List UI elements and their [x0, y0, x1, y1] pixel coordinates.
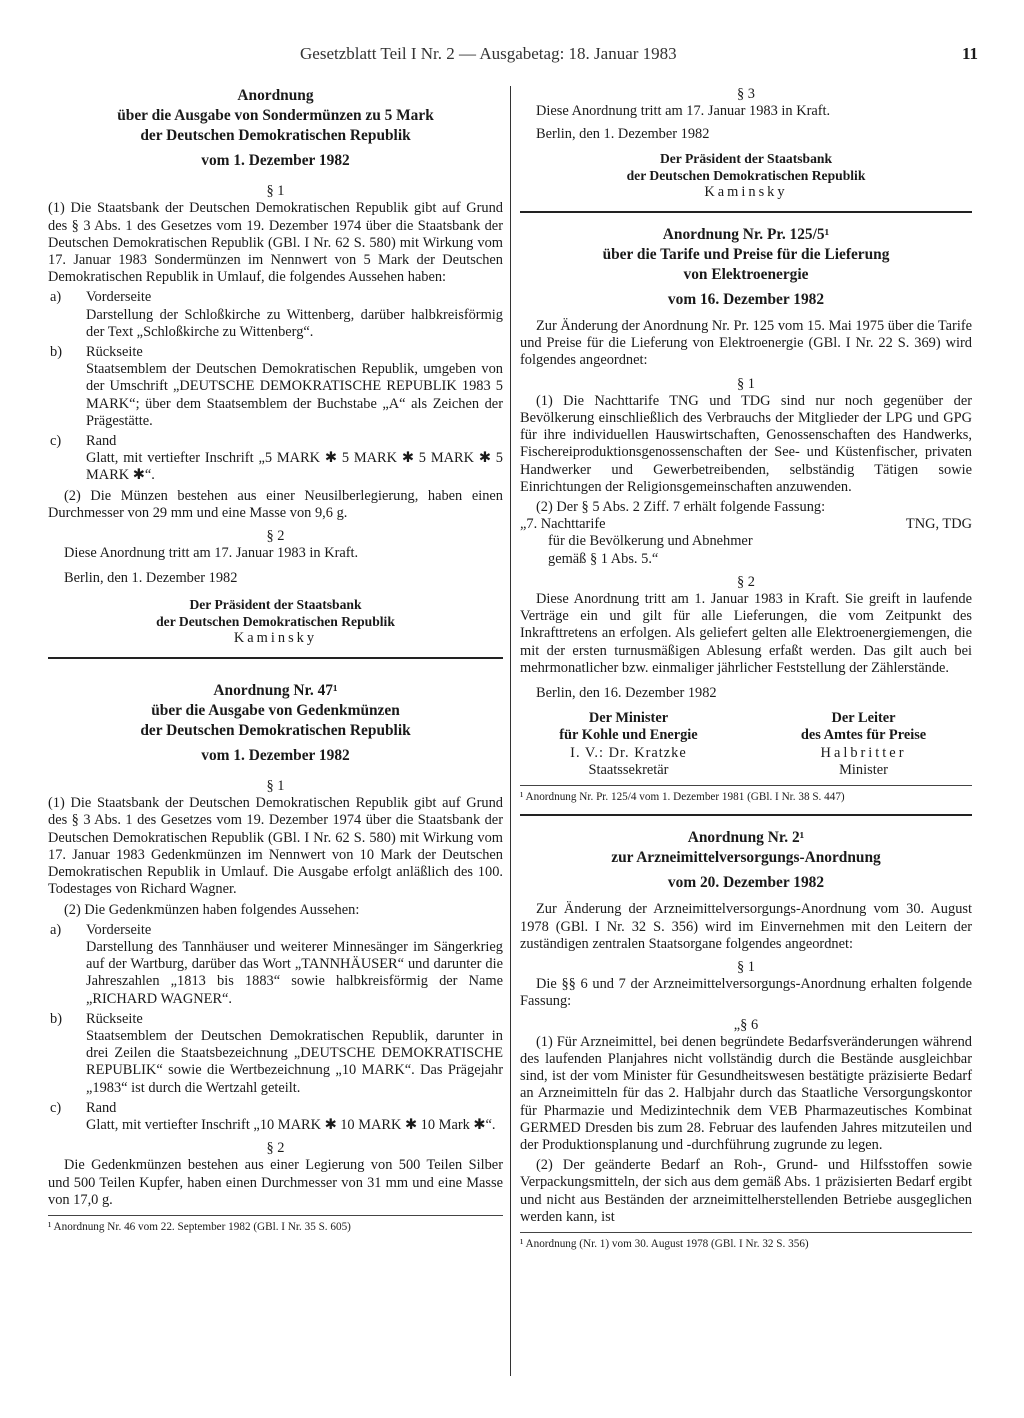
footnote: ¹ Anordnung Nr. Pr. 125/4 vom 1. Dezember 1981 (GBl. I Nr. 38 S. 447): [520, 791, 845, 804]
column-divider: [510, 86, 511, 1376]
title-line: Anordnung Nr. Pr. 125/5¹: [662, 225, 830, 243]
title-line: Anordnung: [237, 87, 314, 104]
item-title: Rand: [86, 1099, 117, 1116]
paragraph: (1) Die Staatsbank der Deutschen Demokratischen Republik gibt auf Grund des § 3 Abs. 1 des Gesetzes vom 19. Dezember 1974 über die Staatsbank der Deutschen Demokratischen Republik (GBl. I Nr. 62 S. 580) mit Wirkung vom 17. Januar 1983 Gedenkmünzen im Nennwert von 10 Mark der Deutschen Demokratischen Republik in Umlauf. Die Ausgabe erfolgt anläßlich des 100. Todestages von Richard Wagner.: [48, 795, 503, 898]
paragraph: Diese Anordnung tritt am 1. Januar 1983 in Kraft. Sie greift in laufende Verträge ein und gilt für alle Lieferungen, die vom Zeitpunkt des Inkrafttretens an erfolgen. Als geliefert gelten alle Elektroenergiemengen, die mit der ersten turnusmäßigen Ablesung erfaßt werden. Das gilt auch bei mehrmonatlicher bzw. einmaliger jährlicher Feststellung der Zählerstände.: [520, 591, 972, 676]
tariff-label: „7. Nachttarife: [520, 516, 606, 533]
signature-line: des Amtes für Preise: [800, 727, 927, 744]
signature-name: Kaminsky: [233, 629, 318, 646]
item-label: c): [50, 1099, 62, 1116]
section-heading: § 1: [737, 375, 755, 392]
ordinance-commemorative-coins: [48, 681, 503, 1234]
list-item: [48, 922, 503, 1008]
paragraph: Zur Änderung der Anordnung Nr. Pr. 125 vom 15. Mai 1975 über die Tarife und Preise für die Lieferung von Elektroenergie (GBl. I Nr. 22 S. 369) wird folgendes angeordnet:: [520, 318, 972, 369]
section-heading: § 1: [266, 183, 285, 200]
title-line: der Deutschen Demokratischen Republik: [140, 721, 411, 739]
signature-block: [48, 596, 503, 630]
item-text: Glatt, mit vertiefter Inschrift „10 MARK ✱ 10 MARK ✱ 10 Mark ✱“.: [86, 1116, 496, 1133]
footnote: ¹ Anordnung Nr. 46 vom 22. September 1982 (GBl. I Nr. 35 S. 605): [48, 1220, 351, 1233]
item-text: Darstellung der Schloßkirche zu Wittenberg, darüber halbkreisförmig der Text „Schloßkirche zu Wittenberg“.: [86, 306, 503, 340]
section-heading: § 1: [266, 778, 285, 795]
item-label: c): [50, 433, 62, 450]
list-item: [48, 1011, 503, 1097]
section-rule: [48, 657, 503, 659]
item-text: Glatt, mit vertiefter Inschrift „5 MARK ✱ 5 MARK ✱ 5 MARK ✱ 5 MARK ✱“.: [86, 450, 503, 484]
title-line: zur Arzneimittelversorgungs-Anordnung: [611, 849, 881, 867]
list-item: [48, 1100, 503, 1134]
footnote-rule: [520, 1232, 972, 1233]
signature-block: [520, 150, 972, 184]
paragraph: Zur Änderung der Arzneimittelversorgungs-Anordnung vom 30. August 1978 (GBl. I Nr. 32 S. 356) wird im Einvernehmen mit den Leitern der zuständigen zentralen Staatsorgane folgendes angeordnet:: [520, 901, 972, 952]
paragraph: (1) Die Nachttarife TNG und TDG sind nur noch gegenüber der Bevölkerung einschließlich des Verbrauchs der Mitglieder der LPG und GPG für ihre individuellen Hauswirtschaften, Genossenschaften des Handwerks, Fischereiproduktionsgenossenschaften der See- und Küstenfischer, privaten Handwerker und Gewerbetreibenden, selbständig Tätigen sowie Einrichtungen der Religionsgemeinschaften anzuwenden.: [520, 392, 972, 495]
item-text: Staatsemblem der Deutschen Demokratischen Republik, umgeben von der Umschrift „DEUTSCHE DEMOKRATISCHE REPUBLIK 1983 5 MARK“; über dem Staatsemblem der Buchstabe „A“ als Zeichen der Prägestätte.: [86, 361, 503, 429]
signature-name: Kaminsky: [704, 183, 788, 200]
paragraph: Die §§ 6 und 7 der Arzneimittelversorgungs-Anordnung erhalten folgende Fassung:: [520, 976, 972, 1010]
list-item: [48, 289, 503, 341]
item-text: Staatsemblem der Deutschen Demokratischen Republik, darunter in drei Zeilen die Staatsbezeichnung „DEUTSCHE DEMOKRATISCHE REPUBLIK“ sowie die Wertbezeichnung „10 MARK“. Das Prägejahr „1983“ ist durch die Wertzahl geteilt.: [86, 1027, 503, 1096]
section-heading: § 2: [737, 573, 755, 590]
ordinance-pharmaceutical-supply: [520, 828, 972, 1251]
item-title: Vorderseite: [86, 921, 152, 938]
signature-line: für Kohle und Energie: [559, 727, 698, 744]
list-item: [48, 433, 503, 485]
title-line: Anordnung Nr. 2¹: [687, 829, 805, 847]
ordinance-electricity-tariffs: [520, 225, 972, 804]
signature-blocks: [520, 710, 972, 779]
paragraph: (2) Die Gedenkmünzen haben folgendes Aussehen:: [64, 901, 360, 918]
signature-role: Minister: [839, 761, 888, 778]
ordinance-title: [520, 828, 972, 868]
section-heading: § 2: [266, 1140, 285, 1157]
section-heading: § 2: [266, 528, 285, 545]
title-line: über die Ausgabe von Sondermünzen zu 5 Mark: [117, 107, 434, 124]
ordinance-date: vom 16. Dezember 1982: [667, 290, 825, 308]
footnote: ¹ Anordnung (Nr. 1) vom 30. August 1978 (GBl. I Nr. 32 S. 356): [520, 1237, 809, 1250]
title-line: der Deutschen Demokratischen Republik: [140, 127, 411, 144]
signature-left: [520, 710, 737, 779]
signature-line: Der Minister: [588, 710, 669, 727]
tariff-sub: für die Bevölkerung und Abnehmer: [548, 533, 753, 550]
ordinance-date: vom 1. Dezember 1982: [201, 152, 350, 169]
right-column: [520, 86, 972, 1251]
list-item: [48, 344, 503, 430]
tariff-sub: gemäß § 1 Abs. 5.“: [548, 550, 659, 567]
footnote-rule: [520, 785, 972, 786]
ordinance-title: [48, 86, 503, 146]
ordinance-title: [520, 225, 972, 285]
section-rule: [520, 211, 972, 213]
signature-name: Halbritter: [820, 744, 907, 761]
paragraph: Diese Anordnung tritt am 17. Januar 1983 in Kraft.: [536, 103, 831, 120]
paragraph: (2) Die Münzen bestehen aus einer Neusilberlegierung, haben einen Durchmesser von 29 mm und eine Masse von 9,6 g.: [48, 487, 503, 521]
section-heading: § 3: [737, 86, 755, 102]
item-title: Rand: [86, 433, 117, 450]
paragraph: Diese Anordnung tritt am 17. Januar 1983 in Kraft.: [64, 545, 359, 562]
page-number: 11: [961, 44, 978, 63]
item-label: b): [50, 1010, 62, 1027]
footnote-rule: [48, 1215, 503, 1216]
paragraph: Die Gedenkmünzen bestehen aus einer Legierung von 500 Teilen Silber und 500 Teilen Kupfer, haben einen Durchmesser von 31 mm und eine Masse von 17,0 g.: [48, 1157, 503, 1208]
signature-name: I. V.: Dr. Kratzke: [570, 744, 687, 761]
page-header: [44, 44, 978, 68]
ordinance-title: [48, 681, 503, 741]
item-text: Darstellung des Tannhäuser und weiterer Minnesänger im Sängerkrieg auf der Wartburg, darüber das Wort „TANNHÄUSER“ und darunter die Jahreszahlen „1813 bis 1883“ sowie halbkreisförmig der Name „RICHARD WAGNER“.: [86, 938, 503, 1007]
signature-line: der Deutschen Demokratischen Republik: [156, 613, 395, 629]
section-heading: „§ 6: [733, 1016, 759, 1033]
running-title: Gesetzblatt Teil I Nr. 2 — Ausgabetag: 18. Januar 1983: [300, 44, 677, 63]
title-line: von Elektroenergie: [683, 265, 809, 283]
signature-line: der Deutschen Demokratischen Republik: [626, 167, 866, 183]
item-label: a): [50, 921, 62, 938]
signature-line: Der Präsident der Staatsbank: [189, 596, 362, 612]
place-date: Berlin, den 16. Dezember 1982: [536, 685, 717, 702]
paragraph: (1) Für Arzneimittel, bei denen begründete Bedarfsveränderungen während des laufenden Planjahres nicht vollständig durch die Bestände ausgleichbar sind, ist der vom Minister für Gesundheitswesen bestätigte präzisierte Bedarf an Arzneimitteln für das 2. Halbjahr durch das Staatliche Versorgungskontor für Pharmazie und Medizintechnik dem VEB Pharmazeutisches Kombinat GERMED Dresden bis zum 28. Februar des laufenden Jahres mitzuteilen und der Produktionsplanung und -durchführung zugrunde zu legen.: [520, 1033, 972, 1153]
paragraph: (1) Die Staatsbank der Deutschen Demokratischen Republik gibt auf Grund des § 3 Abs. 1 des Gesetzes vom 19. Dezember 1974 über die Staatsbank der Deutschen Demokratischen Republik (GBl. I Nr. 62 S. 580) mit Wirkung vom 17. Januar 1983 Sondermünzen im Nennwert von 5 Mark der Deutschen Demokratischen Republik in Umlauf, die folgendes Aussehen haben:: [48, 200, 503, 286]
section-heading: § 1: [737, 958, 755, 975]
tariff-codes: TNG, TDG: [905, 516, 972, 533]
item-label: a): [50, 289, 62, 306]
signature-role: Staatssekretär: [588, 761, 669, 778]
item-title: Vorderseite: [86, 289, 152, 306]
place-date: Berlin, den 1. Dezember 1982: [64, 570, 238, 587]
section-rule: [520, 814, 972, 816]
title-line: über die Tarife und Preise für die Lieferung: [602, 245, 890, 263]
ordinance-special-coins: [48, 86, 503, 647]
signature-line: Der Leiter: [831, 710, 896, 727]
item-title: Rückseite: [86, 1010, 143, 1027]
ordinance-date: vom 1. Dezember 1982: [201, 746, 350, 764]
title-line: Anordnung Nr. 47¹: [213, 681, 338, 699]
ordinance-commemorative-coins-continued: [520, 86, 972, 201]
ordinance-date: vom 20. Dezember 1982: [667, 874, 825, 892]
paragraph: (2) Der § 5 Abs. 2 Ziff. 7 erhält folgende Fassung:: [536, 499, 826, 516]
item-title: Rückseite: [86, 344, 143, 361]
title-line: über die Ausgabe von Gedenkmünzen: [151, 701, 400, 719]
signature-line: Der Präsident der Staatsbank: [659, 150, 833, 166]
paragraph: (2) Der geänderte Bedarf an Roh-, Grund- und Hilfsstoffen sowie Verpackungsmitteln, der sich aus dem gemäß Abs. 1 präzisierten Bedarf ergibt und nicht aus Beständen der arzneimittelherstellenden Betriebe ausgeglichen werden kann, ist: [520, 1157, 972, 1225]
place-date: Berlin, den 1. Dezember 1982: [536, 126, 710, 143]
signature-right: [755, 710, 972, 779]
tariff-line: [520, 516, 972, 533]
item-label: b): [50, 344, 62, 361]
left-column: [48, 86, 503, 1234]
